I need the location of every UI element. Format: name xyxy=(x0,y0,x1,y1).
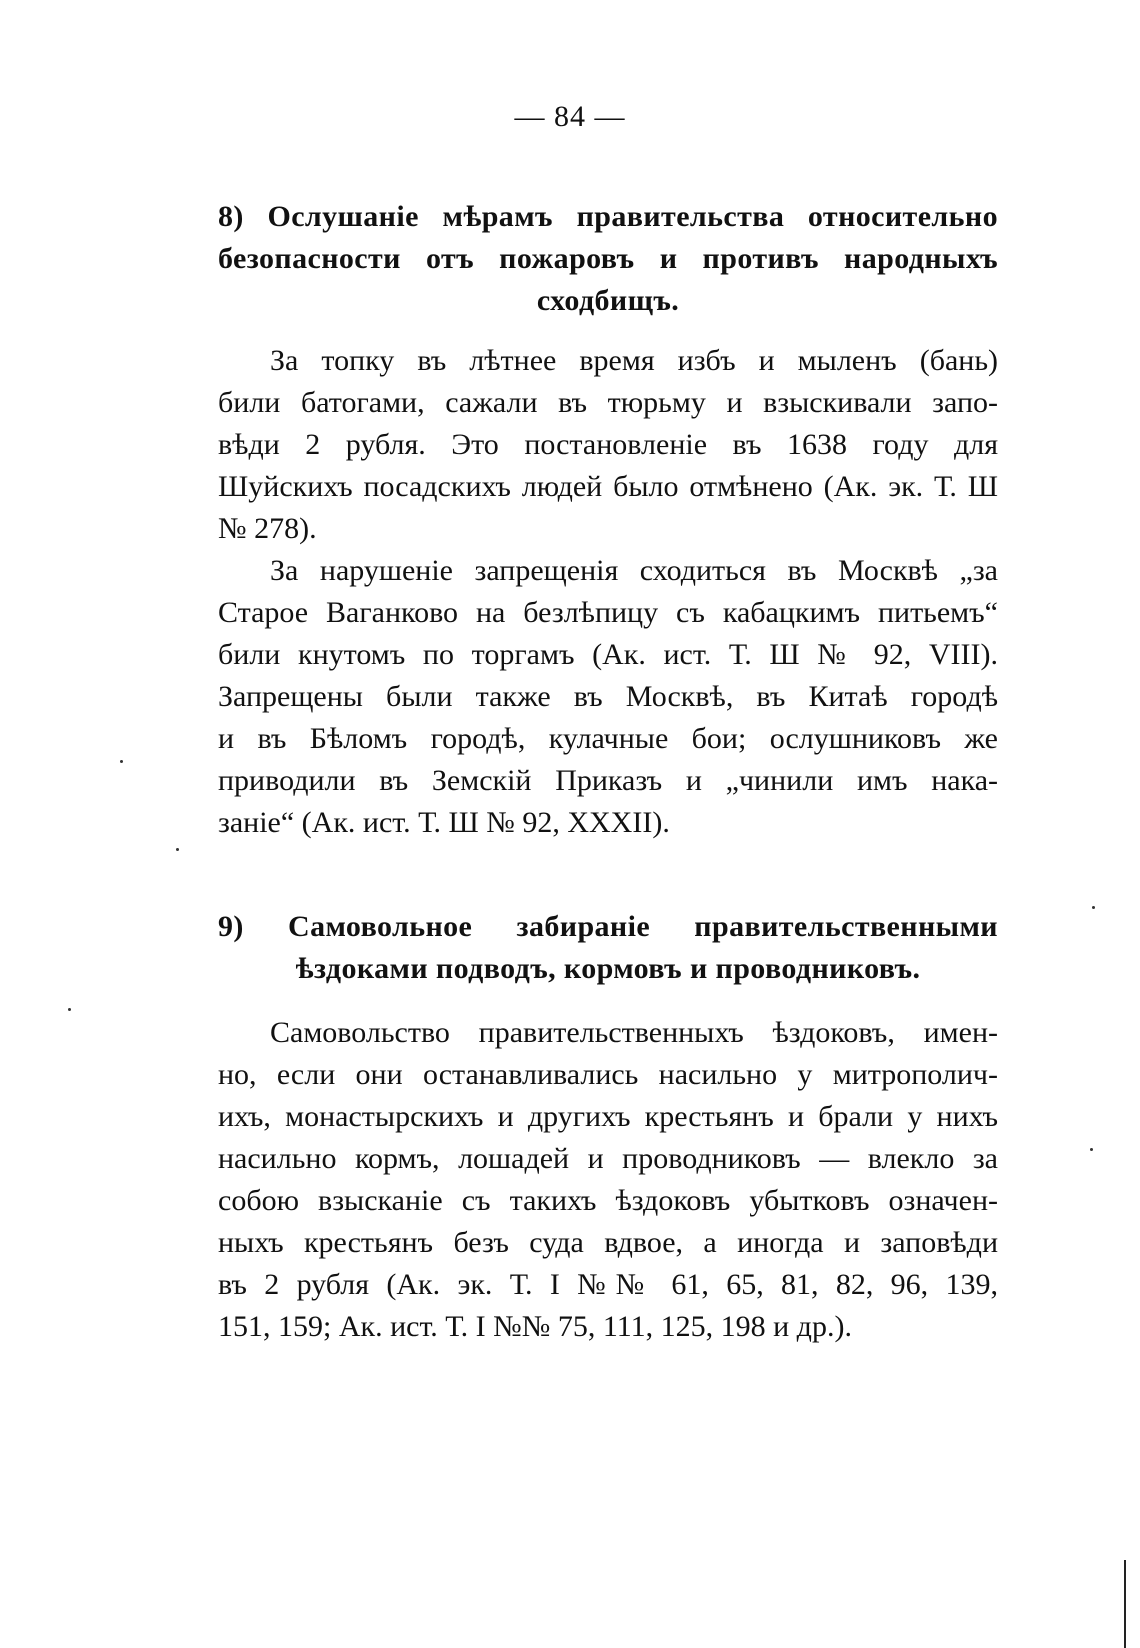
text-line: Запрещены были также въ Москвѣ, въ Китаѣ городѣ xyxy=(218,680,998,713)
text-line: собою взысканіе съ такихъ ѣздоковъ убытковъ означен- xyxy=(218,1184,998,1217)
text-line: вѣди 2 рубля. Это постановленіе въ 1638 году для xyxy=(218,428,998,461)
section-8-body xyxy=(218,340,998,844)
text-line: заніе“ (Ак. ист. Т. Ш № 92, XXXII). xyxy=(218,806,670,839)
text-line: ихъ, монастырскихъ и другихъ крестьянъ и брали у нихъ xyxy=(218,1100,998,1133)
scan-speck xyxy=(1092,906,1095,909)
scan-speck xyxy=(68,1008,71,1011)
text-line: Шуйскихъ посадскихъ людей было отмѣнено (Ак. эк. Т. Ш xyxy=(218,470,998,503)
text-line: били кнутомъ по торгамъ (Ак. ист. Т. Ш № 92, VIII). xyxy=(218,638,998,671)
paragraph xyxy=(218,1012,998,1348)
heading-line: 8) Ослушаніе мѣрамъ правительства относительно xyxy=(218,200,998,233)
text-line: и въ Бѣломъ городѣ, кулачные бои; ослушниковъ же xyxy=(218,722,998,755)
page-number: — 84 — xyxy=(514,100,626,133)
heading-line: безопасности отъ пожаровъ и противъ народныхъ xyxy=(218,242,998,275)
text-line: но, если они останавливались насильно у митрополич- xyxy=(218,1058,998,1091)
scan-speck xyxy=(176,848,179,851)
scan-speck xyxy=(1090,1148,1093,1151)
text-line: Самовольство правительственныхъ ѣздоковъ, имен- xyxy=(270,1016,998,1049)
text-line: въ 2 рубля (Ак. эк. Т. I №№ 61, 65, 81, 82, 96, 139, xyxy=(218,1268,998,1301)
text-line: № 278). xyxy=(218,512,317,545)
section-9-body xyxy=(218,1012,998,1348)
paragraph xyxy=(218,340,998,550)
text-line: 151, 159; Ак. ист. Т. I №№ 75, 111, 125, 198 и др.). xyxy=(218,1310,852,1343)
heading-line: 9) Самовольное забираніе правительственными xyxy=(218,910,998,943)
text-line: За топку въ лѣтнее время избъ и мыленъ (бань) xyxy=(270,344,998,377)
text-line: насильно кормъ, лошадей и проводниковъ — влекло за xyxy=(218,1142,998,1175)
text-line: приводили въ Земскій Приказъ и „чинили имъ нака- xyxy=(218,764,998,797)
heading-line: сходбищъ. xyxy=(536,284,680,317)
text-line: били батогами, сажали въ тюрьму и взыскивали запо- xyxy=(218,386,998,419)
text-line: Старое Ваганково на безлѣпицу съ кабацкимъ питьемъ“ xyxy=(218,596,998,629)
text-line: За нарушеніе запрещенія сходиться въ Москвѣ „за xyxy=(270,554,998,587)
paragraph xyxy=(218,550,998,844)
scan-speck xyxy=(120,760,123,763)
section-9-heading xyxy=(218,906,998,990)
text-line: ныхъ крестьянъ безъ суда вдвое, а иногда и заповѣди xyxy=(218,1226,998,1259)
heading-line: ѣздоками подводъ, кормовъ и проводниковъ. xyxy=(295,952,921,985)
section-8-heading xyxy=(218,196,998,322)
scan-edge-line xyxy=(1124,1560,1126,1648)
